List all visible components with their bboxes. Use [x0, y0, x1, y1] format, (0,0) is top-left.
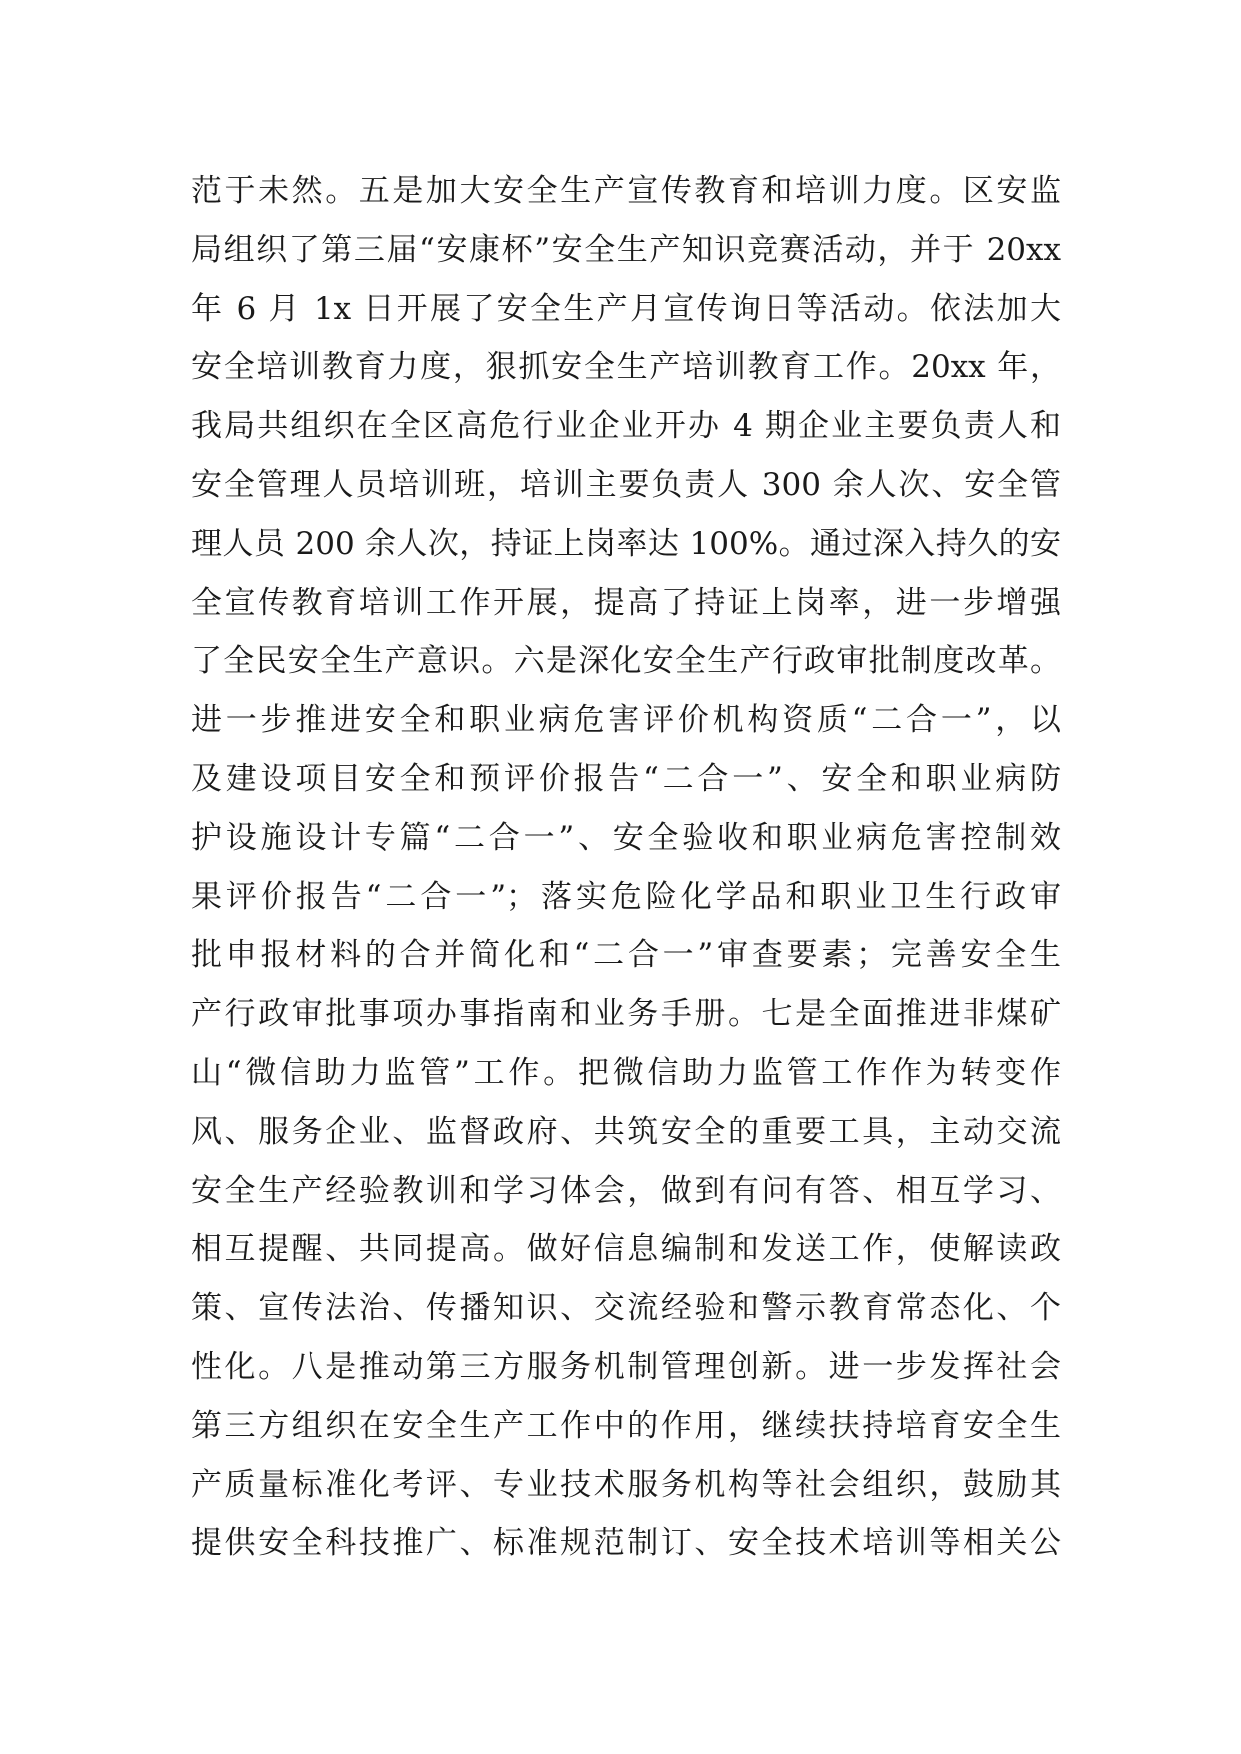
- text-line: 全宣传教育培训工作开展，提高了持证上岗率，进一步增强: [191, 584, 1061, 621]
- text-line: 提供安全科技推广、标准规范制订、安全技术培训等相关公: [191, 1525, 1061, 1562]
- text-line: 果评价报告“二合一”；落实危险化学品和职业卫生行政审: [191, 878, 1061, 915]
- text-line: 相互提醒、共同提高。做好信息编制和发送工作，使解读政: [191, 1231, 1061, 1268]
- text-line: 批申报材料的合并简化和“二合一”审查要素；完善安全生: [191, 937, 1061, 974]
- text-line: 安全培训教育力度，狠抓安全生产培训教育工作。20xx 年，: [191, 349, 1061, 386]
- text-line: 风、服务企业、监督政府、共筑安全的重要工具，主动交流: [191, 1113, 1061, 1150]
- text-line: 及建设项目安全和预评价报告“二合一”、安全和职业病防: [191, 760, 1061, 797]
- text-line: 局组织了第三届“安康杯”安全生产知识竞赛活动，并于 20xx: [191, 231, 1061, 268]
- text-line: 进一步推进安全和职业病危害评价机构资质“二合一”，以: [191, 702, 1061, 739]
- text-line: 性化。八是推动第三方服务机制管理创新。进一步发挥社会: [191, 1348, 1061, 1385]
- body-text: [191, 162, 1061, 1573]
- text-line: 我局共组织在全区高危行业企业开办 4 期企业主要负责人和: [191, 408, 1061, 445]
- text-line: 理人员 200 余人次，持证上岗率达 100%。通过深入持久的安: [191, 525, 1061, 562]
- text-line: 产质量标准化考评、专业技术服务机构等社会组织，鼓励其: [191, 1466, 1061, 1503]
- text-line: 了全民安全生产意识。六是深化安全生产行政审批制度改革。: [191, 643, 1061, 680]
- text-line: 年 6 月 1x 日开展了安全生产月宣传询日等活动。依法加大: [191, 290, 1061, 327]
- text-line: 策、宣传法治、传播知识、交流经验和警示教育常态化、个: [191, 1290, 1061, 1327]
- text-line: 第三方组织在安全生产工作中的作用，继续扶持培育安全生: [191, 1407, 1061, 1444]
- text-line: 护设施设计专篇“二合一”、安全验收和职业病危害控制效: [191, 819, 1061, 856]
- text-line: 安全管理人员培训班，培训主要负责人 300 余人次、安全管: [191, 466, 1061, 503]
- text-line: 范于未然。五是加大安全生产宣传教育和培训力度。区安监: [191, 173, 1061, 209]
- text-line: 安全生产经验教训和学习体会，做到有问有答、相互学习、: [191, 1172, 1061, 1209]
- text-line: 产行政审批事项办事指南和业务手册。七是全面推进非煤矿: [191, 996, 1061, 1033]
- text-line: 山“微信助力监管”工作。把微信助力监管工作作为转变作: [191, 1054, 1061, 1091]
